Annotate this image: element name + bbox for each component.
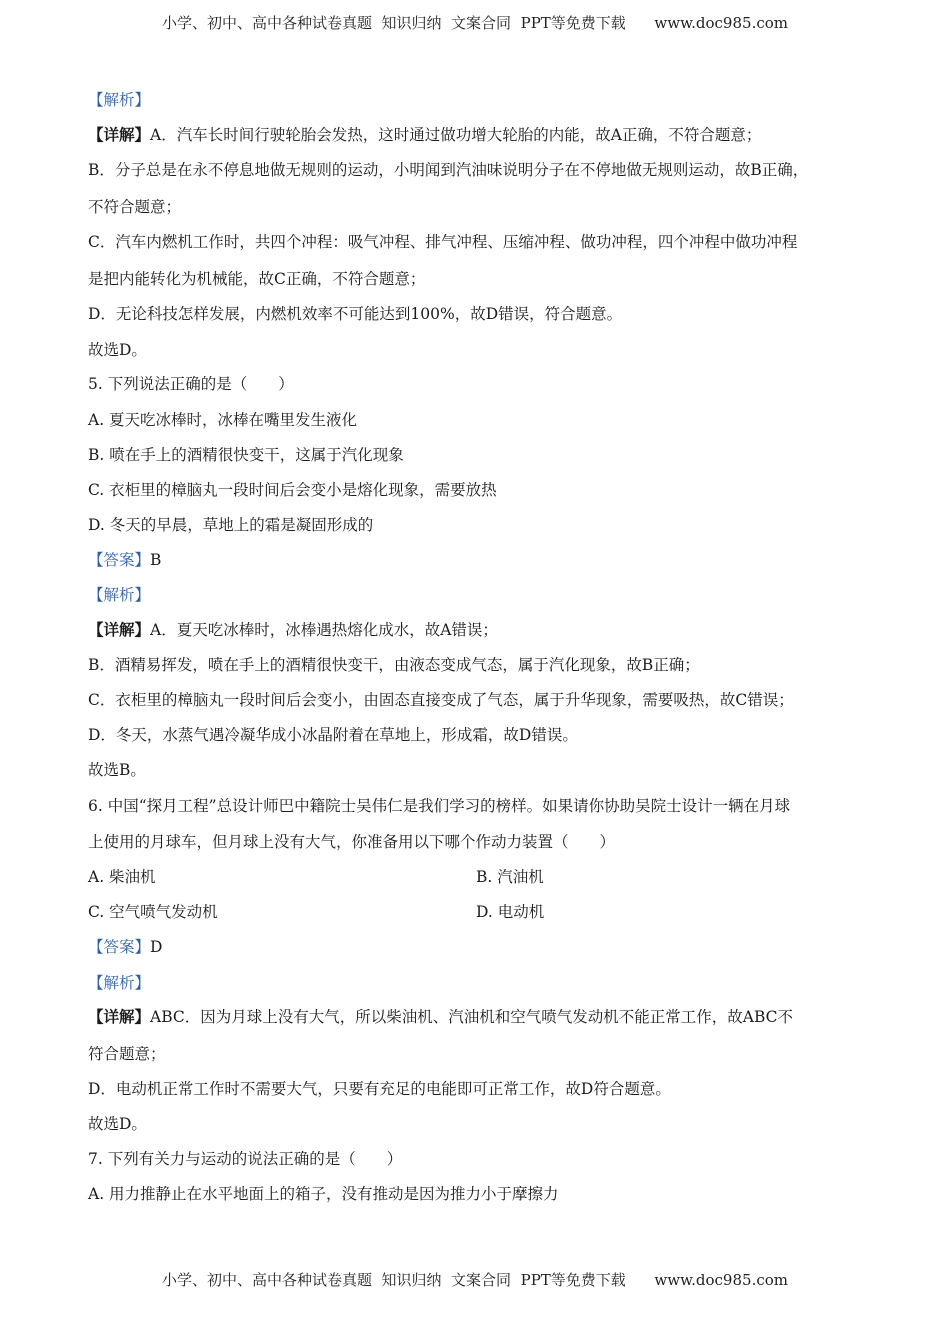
q4-detail-d: D．无论科技怎样发展，内燃机效率不可能达到100%，故D错误，符合题意。 (88, 305, 623, 323)
q6-option-d: D. 电动机 (476, 903, 545, 921)
q4-detail-c1: C．汽车内燃机工作时，共四个冲程：吸气冲程、排气冲程、压缩冲程、做功冲程，四个冲程中做功冲程 (88, 233, 798, 251)
q4-detail-c2: 是把内能转化为机械能，故C正确，不符合题意； (88, 270, 426, 288)
q4-detail-b1: B．分子总是在永不停息地做无规则的运动，小明闻到汽油味说明分子在不停地做无规则运动，故B正确， (88, 161, 809, 179)
q6-answer (88, 937, 162, 957)
analysis-tag: 【解析】 (88, 586, 151, 604)
q6-detail-d: D．电动机正常工作时不需要大气，只要有充足的电能即可正常工作，故D符合题意。 (88, 1080, 671, 1098)
detail-tag: 【详解】 (88, 620, 151, 639)
q4-analysis-label (88, 90, 150, 110)
q6-detail-abc2: 符合题意； (88, 1045, 166, 1063)
detail-tag: 【详解】 (88, 125, 151, 144)
q4-detail-a-text: A．汽车长时间行驶轮胎会发热，这时通过做功增大轮胎的内能，故A正确，不符合题意； (150, 126, 762, 144)
q6-stem-line2: 上使用的月球车，但月球上没有大气，你准备用以下哪个作动力装置（ ） (88, 833, 616, 851)
q4-detail-a (88, 125, 761, 145)
q6-option-a: A. 柴油机 (88, 868, 156, 886)
q4-conclusion: 故选D。 (88, 341, 147, 359)
q5-detail-b: B．酒精易挥发，喷在手上的酒精很快变干，由液态变成气态，属于汽化现象，故B正确； (88, 656, 700, 674)
q6-stem-line1: 6. 中国“探月工程”总设计师巴中籍院士吴伟仁是我们学习的榜样。如果请你协助吴院士设计一辆在月球 (88, 797, 791, 815)
analysis-tag: 【解析】 (88, 974, 151, 992)
q5-stem: 5. 下列说法正确的是（ ） (88, 375, 294, 393)
q5-detail-d: D．冬天，水蒸气遇冷凝华成小冰晶附着在草地上，形成霜，故D错误。 (88, 726, 578, 744)
detail-tag: 【详解】 (88, 1007, 151, 1026)
q5-option-b: B. 喷在手上的酒精很快变干，这属于汽化现象 (88, 446, 404, 464)
q6-option-c: C. 空气喷气发动机 (88, 903, 218, 921)
page-header: 小学、初中、高中各种试卷真题 知识归纳 文案合同 PPT等免费下载 www.doc985.com (161, 14, 788, 32)
page-footer: 小学、初中、高中各种试卷真题 知识归纳 文案合同 PPT等免费下载 www.doc985.com (161, 1271, 788, 1289)
q6-conclusion: 故选D。 (88, 1115, 147, 1133)
answer-tag: 【答案】 (88, 551, 151, 569)
q6-option-b: B. 汽油机 (476, 868, 544, 886)
q5-option-a: A. 夏天吃冰棒时，冰棒在嘴里发生液化 (88, 411, 358, 429)
q5-detail-a (88, 620, 498, 640)
q7-stem: 7. 下列有关力与运动的说法正确的是（ ） (88, 1150, 403, 1168)
q6-detail-abc1-text: ABC．因为月球上没有大气，所以柴油机、汽油机和空气喷气发动机不能正常工作，故ABC不 (150, 1008, 793, 1026)
q5-answer (88, 550, 161, 570)
q6-analysis-label (88, 973, 150, 993)
q5-answer-value: B (150, 551, 162, 569)
q5-analysis-label (88, 585, 150, 605)
q5-detail-a-text: A．夏天吃冰棒时，冰棒遇热熔化成水，故A错误； (150, 621, 498, 639)
q5-option-c: C. 衣柜里的樟脑丸一段时间后会变小是熔化现象，需要放热 (88, 481, 497, 499)
q5-conclusion: 故选B。 (88, 761, 146, 779)
q7-option-a: A. 用力推静止在水平地面上的箱子，没有推动是因为推力小于摩擦力 (88, 1185, 559, 1203)
q4-detail-b2: 不符合题意； (88, 198, 182, 216)
analysis-tag: 【解析】 (88, 91, 151, 109)
q5-detail-c: C．衣柜里的樟脑丸一段时间后会变小，由固态直接变成了气态，属于升华现象，需要吸热，故C错误； (88, 691, 794, 709)
answer-tag: 【答案】 (88, 938, 151, 956)
q6-detail-abc1 (88, 1007, 793, 1027)
q6-answer-value: D (150, 938, 163, 956)
q5-option-d: D. 冬天的早晨，草地上的霜是凝固形成的 (88, 516, 374, 534)
